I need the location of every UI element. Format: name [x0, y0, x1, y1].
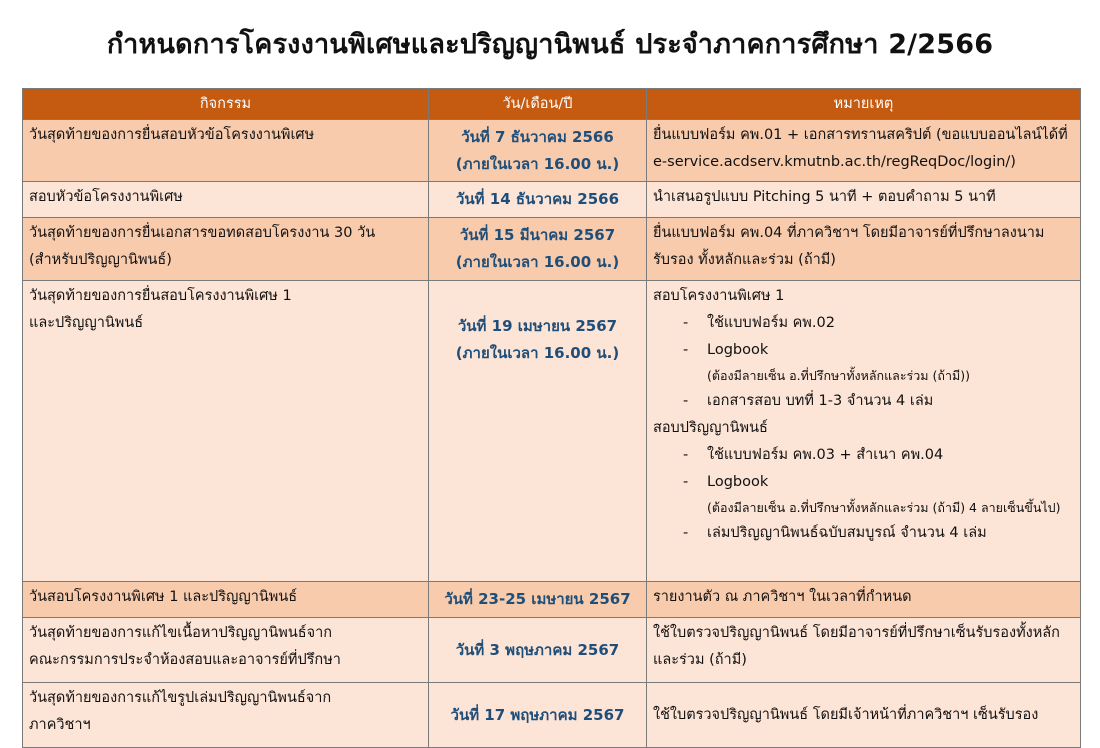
note-heading-thesis: สอบปริญญานิพนธ์ [653, 420, 768, 436]
activity-text: วันสุดท้ายของการยื่นสอบโครงงานพิเศษ 1 [29, 288, 292, 304]
activity-cell [23, 582, 429, 618]
date-cell [429, 582, 647, 618]
note-sub-text: (ต้องมีลายเซ็น อ.ที่ปรึกษาทั้งหลักและร่วม (ถ้ามี) 4 ลายเซ็นขึ้นไป) [707, 500, 1061, 515]
table-row [23, 281, 1081, 582]
note-list-item: - ใช้แบบฟอร์ม คพ.02 [683, 315, 835, 331]
date-text: วันที่ 15 มีนาคม 2567 [459, 226, 616, 244]
activity-text: วันสุดท้ายของการยื่นเอกสารขอทดสอบโครงงาน 30 วัน [29, 225, 376, 241]
note-text: ยื่นแบบฟอร์ม คพ.01 + เอกสารทรานสคริปต์ (ขอแบบออนไลน์ได้ที่ [653, 127, 1068, 143]
table-row [23, 182, 1081, 218]
activity-text: และปริญญานิพนธ์ [29, 315, 144, 331]
note-text: ยื่นแบบฟอร์ม คพ.04 ที่ภาควิชาฯ โดยมีอาจารย์ที่ปรึกษาลงนาม [653, 225, 1045, 241]
activity-cell [23, 182, 429, 218]
date-cell [429, 182, 647, 218]
activity-text: วันสุดท้ายของการยื่นสอบหัวข้อโครงงานพิเศษ [29, 127, 315, 143]
activity-text: วันสุดท้ายของการแก้ไขเนื้อหาปริญญานิพนธ์จาก [29, 625, 333, 641]
note-text: และร่วม (ถ้ามี) [653, 652, 747, 668]
note-cell [647, 683, 1081, 748]
date-cell [429, 281, 647, 582]
note-list-item: - เล่มปริญญานิพนธ์ฉบับสมบูรณ์ จำนวน 4 เล่ม [683, 525, 987, 541]
activity-text: สอบหัวข้อโครงงานพิเศษ [29, 189, 183, 205]
date-cell [429, 683, 647, 748]
note-text: นำเสนอรูปแบบ Pitching 5 นาที + ตอบคำถาม 5 นาที [653, 189, 996, 205]
header-note: หมายเหตุ [647, 89, 1081, 120]
date-cell [429, 618, 647, 683]
note-text: ใช้ใบตรวจปริญญานิพนธ์ โดยมีเจ้าหน้าที่ภาควิชาฯ เซ็นรับรอง [653, 706, 1039, 723]
table-row [23, 218, 1081, 281]
schedule-table [22, 88, 1081, 748]
activity-text: ภาควิชาฯ [29, 717, 91, 733]
time-text: (ภายในเวลา 16.00 น.) [455, 253, 620, 271]
note-list-item: - ใช้แบบฟอร์ม คพ.03 + สำเนา คพ.04 [683, 447, 944, 463]
table-row [23, 618, 1081, 683]
note-text: รายงานตัว ณ ภาควิชาฯ ในเวลาที่กำหนด [653, 589, 912, 605]
note-cell [647, 218, 1081, 281]
date-text: วันที่ 19 เมษายน 2567 [457, 317, 618, 335]
note-cell [647, 618, 1081, 683]
activity-cell [23, 281, 429, 582]
note-text: e-service.acdserv.kmutnb.ac.th/regReqDoc/login/) [653, 154, 1016, 170]
note-list-item: - Logbook [683, 342, 769, 358]
activity-cell [23, 618, 429, 683]
activity-text: วันสอบโครงงานพิเศษ 1 และปริญญานิพนธ์ [29, 589, 298, 605]
time-text: (ภายในเวลา 16.00 น.) [455, 344, 620, 362]
note-cell [647, 281, 1081, 582]
page-title: กำหนดการโครงงานพิเศษและปริญญานิพนธ์ ประจำภาคการศึกษา 2/2566 [106, 29, 994, 60]
date-cell [429, 218, 647, 281]
activity-cell [23, 683, 429, 748]
table-row [23, 683, 1081, 748]
note-sub-text: (ต้องมีลายเซ็น อ.ที่ปรึกษาทั้งหลักและร่วม (ถ้ามี)) [707, 368, 970, 383]
table-row [23, 582, 1081, 618]
date-text: วันที่ 23-25 เมษายน 2567 [444, 590, 631, 608]
note-text: รับรอง ทั้งหลักและร่วม (ถ้ามี) [653, 252, 836, 268]
date-cell [429, 120, 647, 182]
table-header-row [23, 89, 1081, 120]
note-list-item: - Logbook [683, 474, 769, 490]
date-text: วันที่ 7 ธันวาคม 2566 [461, 127, 614, 146]
activity-text: วันสุดท้ายของการแก้ไขรูปเล่มปริญญานิพนธ์จาก [29, 690, 332, 706]
note-cell [647, 182, 1081, 218]
table-row [23, 120, 1081, 182]
date-text: วันที่ 14 ธันวาคม 2566 [455, 190, 620, 208]
header-activity: กิจกรรม [23, 89, 429, 120]
date-text: วันที่ 3 พฤษภาคม 2567 [455, 640, 620, 659]
activity-text: คณะกรรมการประจำห้องสอบและอาจารย์ที่ปรึกษา [29, 652, 341, 668]
note-list-item: - เอกสารสอบ บทที่ 1-3 จำนวน 4 เล่ม [683, 393, 934, 409]
header-date: วัน/เดือน/ปี [429, 89, 647, 120]
note-cell [647, 120, 1081, 182]
activity-cell [23, 218, 429, 281]
note-heading-project: สอบโครงงานพิเศษ 1 [653, 288, 785, 304]
activity-cell [23, 120, 429, 182]
note-cell [647, 582, 1081, 618]
date-text: วันที่ 17 พฤษภาคม 2567 [450, 705, 625, 724]
time-text: (ภายในเวลา 16.00 น.) [455, 154, 620, 173]
note-text: ใช้ใบตรวจปริญญานิพนธ์ โดยมีอาจารย์ที่ปรึกษาเซ็นรับรองทั้งหลัก [653, 625, 1060, 641]
activity-text: (สำหรับปริญญานิพนธ์) [29, 252, 172, 268]
